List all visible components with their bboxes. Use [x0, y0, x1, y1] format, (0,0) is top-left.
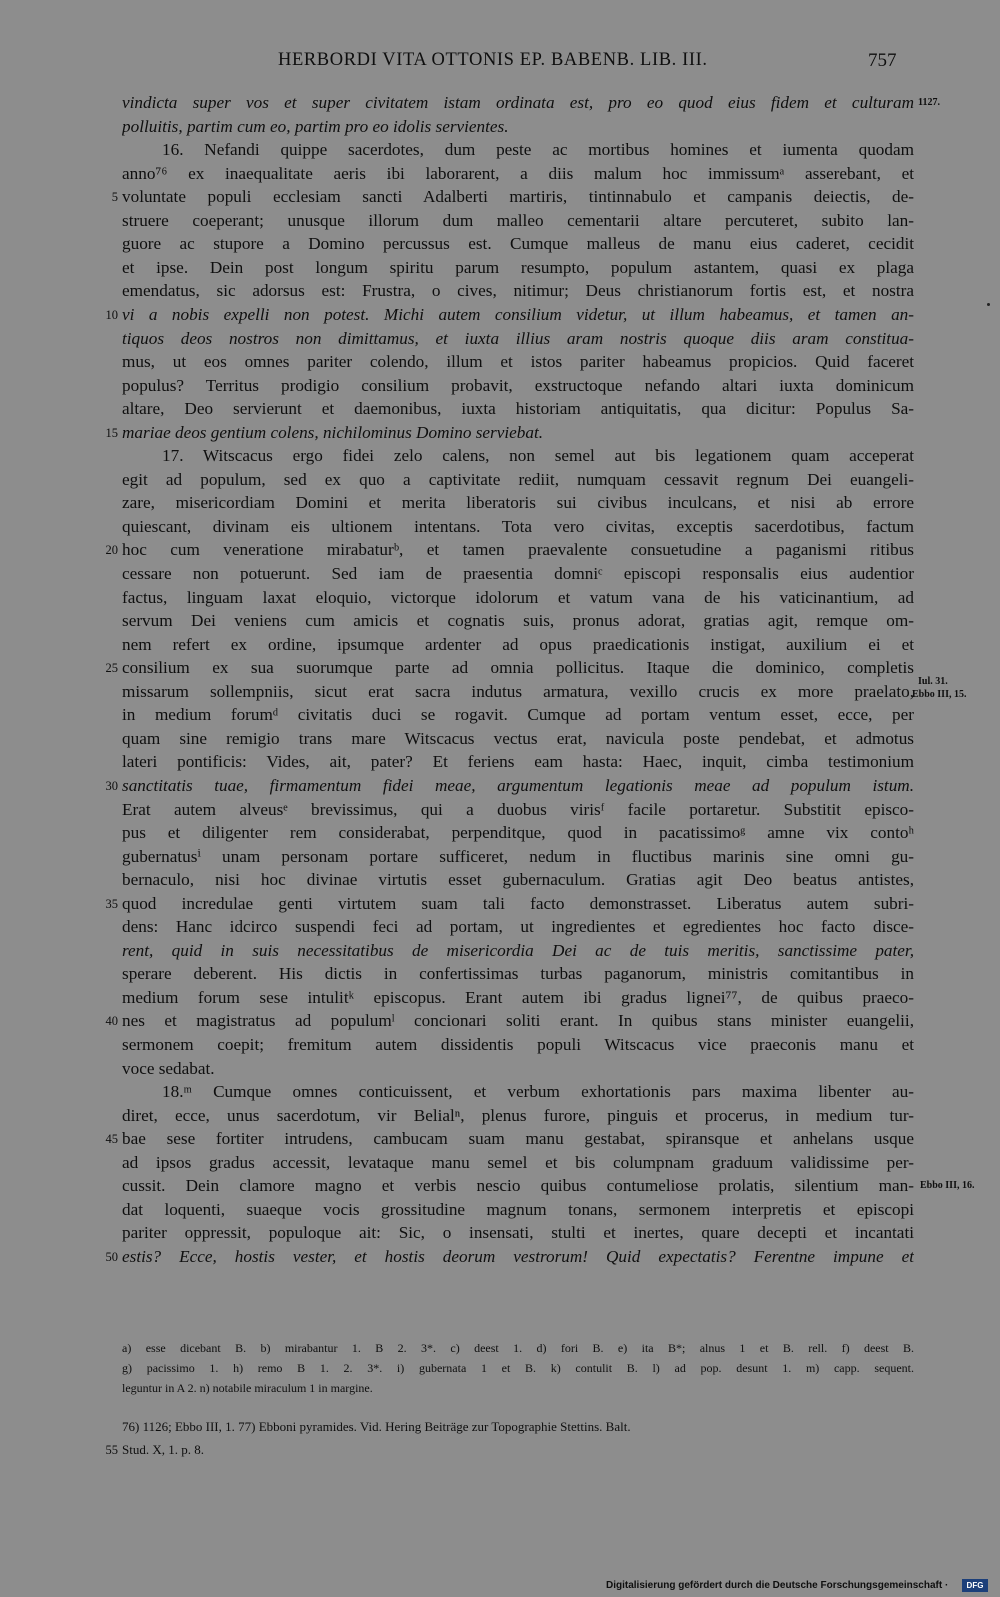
text-line: voluntate populi ecclesiam sancti Adalberti martiris, tintinnabulo et campanis deiectis, de- [122, 187, 914, 206]
text-line: dens: Hanc idcirco suspendi feci ad portam, ut ingredientes et egredientes hoc facto disce- [122, 917, 914, 936]
apparatus-line: a) esse dicebant B. b) mirabantur 1. B 2. 3*. c) deest 1. d) fori B. e) ita B*; alnus 1 et B. rell. f) deest B. [122, 1341, 914, 1355]
running-header [0, 50, 1000, 78]
line-number: 50 [105, 1250, 118, 1264]
line-number: 55 [105, 1443, 118, 1457]
text-line: nes et magistratus ad populumˡ concionari soliti erant. In quibus stans minister euangelii, [122, 1011, 914, 1030]
text-line: Erat autem alveusᵉ brevissimus, qui a duobus virisᶠ facile portaretur. Substitit episco- [122, 800, 914, 819]
margin-year: 1127. [918, 97, 940, 108]
apparatus-line: leguntur in A 2. n) notabile miraculum 1 in margine. [122, 1381, 373, 1395]
line-number: 15 [105, 426, 118, 440]
text-line: voce sedabat. [122, 1059, 215, 1078]
text-line: quam sine remigio trans mare Witscacus vectus erat, navicula poste pendebat, et admotus [122, 729, 914, 748]
dfg-logo: DFG [962, 1579, 988, 1592]
text-line: egit ad populum, sed ex quo a captivitate rediit, numquam cessavit regnum Dei euangeli- [122, 470, 914, 489]
text-line: medium forum sese intulitᵏ episcopus. Erant autem ibi gradus lignei⁷⁷, de quibus praeco- [122, 988, 914, 1007]
text-line: nem refert ex ordine, ipsumque ardenter ad opus praedicationis instigat, auxilium ei et [122, 635, 914, 654]
page-number: 757 [868, 50, 897, 71]
line-number: 5 [111, 190, 118, 204]
text-line: mariae deos gentium colens, nichilominus Domino serviebat. [122, 423, 544, 442]
text-line: pariter oppressit, populoque ait: Sic, o insensati, stulti et inertes, quare decepti et incantati [122, 1223, 914, 1242]
margin-date: Iul. 31. [918, 676, 948, 687]
text-line: vindicta super vos et super civitatem istam ordinata est, pro eo quod eius fidem et culturam [122, 93, 914, 112]
text-line: servum Dei veniens cum amicis et cognatis suis, pronus adorat, gratias agit, remque om- [122, 611, 914, 630]
running-title: HERBORDI VITA OTTONIS EP. BABENB. LIB. III. [278, 50, 708, 70]
text-line: 17. Witscacus ergo fidei zelo calens, non semel aut bis legationem quam acceperat [162, 446, 914, 465]
margin-dot [987, 303, 990, 306]
text-line: pus et diligenter rem considerabat, perpenditque, quod in pacatissimoᵍ amne vix contoʰ [122, 823, 914, 842]
text-line: bernaculo, nisi hoc divinae virtutis esset gubernaculum. Gratias agit Deo beatus antistes, [122, 870, 914, 889]
text-line: tiquos deos nostros non dimittamus, et iuxta illius aram nostris quoque diis aram constitua- [122, 329, 914, 348]
text-line: guore ac stupore a Domino percussus est. Cumque malleus de manu eius caderet, cecidit [122, 234, 914, 253]
text-line: consilium ex sua suorumque parte ad omnia pollicitus. Itaque die dominico, completis [122, 658, 914, 677]
text-line: zare, misericordiam Domini et merita liberatoris sui civibus inculcans, et nisi ab errore [122, 493, 914, 512]
text-line: 16. Nefandi quippe sacerdotes, dum peste ac mortibus homines et iumenta quodam [162, 140, 914, 159]
text-line: vi a nobis expelli non potest. Michi autem consilium videtur, ut illum habeamus, et tamen an- [122, 305, 914, 324]
text-line: sermonem coepit; fremitum autem dissidentis populi Witscacus vice praeconis manu et [122, 1035, 914, 1054]
line-number: 20 [105, 543, 118, 557]
text-line: gubernatusⁱ unam personam portare sufficeret, nedum in fluctibus marinis sine omni gu- [122, 847, 914, 866]
line-number: 30 [105, 779, 118, 793]
apparatus-line: g) pacissimo 1. h) remo B 1. 2. 3*. i) gubernata 1 et B. k) contulit B. l) ad pop. desunt 1. m) capp. sequent. [122, 1361, 914, 1375]
line-number: 40 [105, 1014, 118, 1028]
text-line: altare, Deo servierunt et daemonibus, iuxta historiam antiquitatis, qua dicitur: Populus Sa- [122, 399, 914, 418]
text-line: emendatus, sic adorsus est: Frustra, o cives, nitimur; Deus christianorum fortis est, et nostra [122, 281, 914, 300]
text-line: quiescant, divinam eis ultionem intentans. Tota vero civitas, exceptis sacerdotibus, factum [122, 517, 914, 536]
text-line: polluitis, partim cum eo, partim pro eo idolis servientes. [122, 117, 509, 136]
line-number: 25 [105, 661, 118, 675]
text-line: struere coeperant; unusque illorum dum malleo cementarii altare percuteret, subito lan- [122, 211, 914, 230]
line-number: 35 [105, 897, 118, 911]
text-line: anno⁷⁶ ex inaequalitate aeris ibi laborarent, a diis malum hoc immissumᵃ asserebant, et [122, 164, 914, 183]
text-line: hoc cum veneratione mirabaturᵇ, et tamen praevalente consuetudine a paganismi ritibus [122, 540, 914, 559]
text-line: ad ipsos gradus accessit, levataque manu semel et bis columpnam graduum validissime per- [122, 1153, 914, 1172]
digitization-credit: Digitalisierung gefördert durch die Deutsche Forschungsgemeinschaft · [606, 1580, 949, 1591]
text-line: estis? Ecce, hostis vester, et hostis deorum vestrorum! Quid expectatis? Ferentne impune et [122, 1247, 914, 1266]
text-line: 18.ᵐ Cumque omnes conticuissent, et verbum exhortationis pars maxima libenter au- [162, 1082, 914, 1101]
text-line: cessare non potuerunt. Sed iam de praesentia domniᶜ episcopi responsalis eius audentior [122, 564, 914, 583]
text-line: in medium forumᵈ civitatis duci se rogavit. Cumque ad portam ventum esset, ecce, per [122, 705, 914, 724]
text-line: populus? Territus prodigio consilium probavit, exstructoque nefando altari iuxta dominicum [122, 376, 914, 395]
text-line: bae sese fortiter intrudens, cambucam suam manu gestabat, spiransque et anhelans usque [122, 1129, 914, 1148]
line-number: 45 [105, 1132, 118, 1146]
footnote-line: Stud. X, 1. p. 8. [122, 1442, 204, 1457]
text-line: rent, quid in suis necessitatibus de misericordia Dei ac de tuis meritis, sanctissime pater, [122, 941, 914, 960]
text-line: sanctitatis tuae, firmamentum fidei meae, argumentum legationis meae ad populum istum. [122, 776, 914, 795]
text-line: et ipse. Dein post longum spiritu parum resumpto, populum astantem, quasi ex plaga [122, 258, 914, 277]
text-line: lateri pontificis: Vides, ait, pater? Et feriens eam hasta: Haec, inquit, cimba testimonium [122, 752, 914, 771]
text-line: diret, ecce, unus sacerdotum, vir Belialⁿ, plenus furore, pinguis et procerus, in medium tur- [122, 1106, 914, 1125]
line-number: 10 [105, 308, 118, 322]
text-line: cussit. Dein clamore magno et verbis nescio quibus contumeliose prolatis, silentium man- [122, 1176, 914, 1195]
margin-source-ref: Ebbo III, 15. [912, 689, 967, 700]
text-line: sperare deberent. His dictis in confertissimas turbas paganorum, ministris comitantibus in [122, 964, 914, 983]
text-line: mus, ut eos omnes pariter colendo, illum et istos pariter habeamus propicios. Quid faceret [122, 352, 914, 371]
text-line: missarum sollempniis, sicut erat sacra indutus armatura, vexillo crucis ex more praelato, [122, 682, 914, 701]
margin-source-ref: Ebbo III, 16. [920, 1180, 975, 1191]
text-line: dat loquenti, suaeque vocis grossitudine magnum tonans, sermonem interpretis et episcopi [122, 1200, 914, 1219]
text-line: quod incredulae genti virtutem suam tali facto demonstrasset. Liberatus autem subri- [122, 894, 914, 913]
text-line: factus, linguam laxat eloquio, victorque idolorum et vatum vana de his vaticinantium, ad [122, 588, 914, 607]
footnote-line: 76) 1126; Ebbo III, 1. 77) Ebboni pyramides. Vid. Hering Beiträge zur Topographie Stettins. Balt. [122, 1419, 631, 1434]
